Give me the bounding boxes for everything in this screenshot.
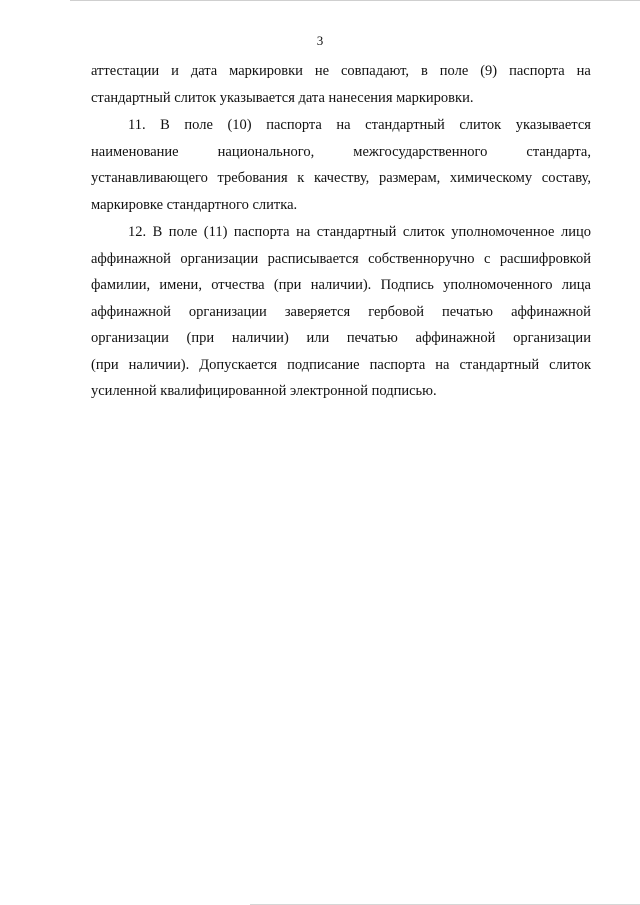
word: маркировки <box>229 63 303 79</box>
text-line <box>91 299 591 326</box>
word: печатью <box>346 330 398 346</box>
text-line <box>91 325 591 352</box>
word: аффинажной <box>415 330 496 346</box>
text-line <box>91 112 591 139</box>
word: устанавливающего <box>91 170 208 186</box>
word: размерам, <box>378 170 441 186</box>
word: аттестации <box>91 63 160 79</box>
word: требования <box>217 170 288 186</box>
word: 11. <box>128 117 146 133</box>
word: заверяется <box>284 303 351 320</box>
word: или <box>306 330 330 346</box>
text-line <box>91 139 591 166</box>
text-line: аффинажной организации расписывается собственноручно с расшифровкой <box>91 250 591 267</box>
word: печатью <box>442 303 494 320</box>
word: и <box>171 63 179 79</box>
word: дата <box>190 63 218 79</box>
word: поле <box>439 63 469 79</box>
word: национального, <box>217 143 315 160</box>
word: паспорта <box>266 117 322 133</box>
word: организации <box>513 330 591 346</box>
scan-edge-top <box>70 0 640 1</box>
text-line: усиленной квалифицированной электронной подписью. <box>91 383 437 399</box>
word: аффинажной <box>511 303 591 320</box>
word: поле <box>184 117 213 133</box>
word: наименование <box>91 143 179 160</box>
word: слиток <box>459 117 502 133</box>
text-line: 12. В поле (11) паспорта на стандартный слиток уполномоченное лицо <box>128 224 591 240</box>
word: межгосударственного <box>353 143 488 160</box>
word: к <box>297 170 305 186</box>
word: стандартный <box>365 117 445 133</box>
word: (при <box>186 330 215 346</box>
text-line: (при наличии). Допускается подписание паспорта на стандартный слиток <box>91 356 591 373</box>
paragraph-continuation <box>91 58 591 111</box>
word: (9) <box>480 63 498 79</box>
text-line <box>91 165 591 192</box>
paragraph-item-12 <box>91 219 591 405</box>
paragraph-item-11 <box>91 112 591 218</box>
word: стандарта, <box>526 143 591 160</box>
word: аффинажной <box>91 303 171 320</box>
word: химическому <box>449 170 533 186</box>
word: качеству, <box>313 170 370 186</box>
word: В <box>160 117 170 133</box>
word: организации <box>188 303 267 320</box>
word: в <box>420 63 428 79</box>
word: указывается <box>515 117 591 133</box>
word: не <box>314 63 330 79</box>
text-line: маркировке стандартного слитка. <box>91 196 298 213</box>
word: организации <box>91 330 169 346</box>
page-number: 3 <box>316 33 324 48</box>
text-line: фамилии, имени, отчества (при наличии). Подпись уполномоченного лица <box>91 277 591 293</box>
word: на <box>336 117 351 133</box>
word: совпадают, <box>340 63 410 79</box>
word: наличии) <box>231 330 289 346</box>
text-line: стандартный слиток указывается дата нанесения маркировки. <box>91 89 474 106</box>
word: (10) <box>227 117 252 133</box>
word: составу, <box>541 170 591 186</box>
word: гербовой <box>368 303 425 320</box>
word: паспорта <box>509 63 565 79</box>
word: на <box>576 63 591 79</box>
text-line <box>91 58 591 85</box>
